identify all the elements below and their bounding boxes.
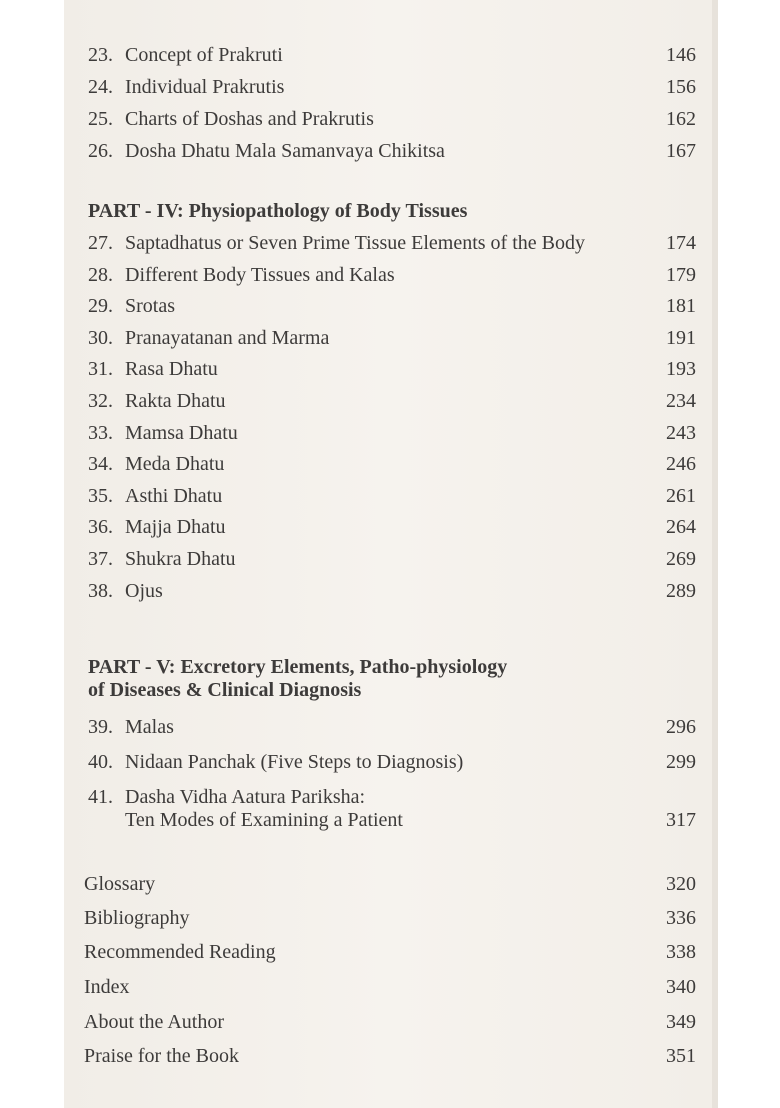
page-number: 193 bbox=[666, 358, 696, 381]
chapter-title: Praise for the Book bbox=[84, 1045, 239, 1067]
chapter-title: Saptadhatus or Seven Prime Tissue Elements of the Body bbox=[125, 232, 585, 254]
page-number: 338 bbox=[666, 941, 696, 963]
page-number: 317 bbox=[666, 809, 696, 831]
toc-entry[interactable] bbox=[88, 105, 696, 133]
chapter-title: Recommended Reading bbox=[84, 941, 276, 963]
toc-entry[interactable] bbox=[84, 904, 696, 932]
chapter-title: About the Author bbox=[84, 1011, 224, 1033]
chapter-title: Dasha Vidha Aatura Pariksha: bbox=[125, 786, 366, 808]
chapter-number: 32. bbox=[88, 390, 113, 412]
toc-entry[interactable] bbox=[84, 938, 696, 966]
part-heading-continued: of Diseases & Clinical Diagnosis bbox=[88, 679, 362, 701]
chapter-number: 38. bbox=[88, 579, 113, 602]
chapter-number: 41. bbox=[88, 786, 113, 808]
chapter-title: Rasa Dhatu bbox=[125, 358, 218, 381]
toc-entry[interactable] bbox=[84, 870, 696, 898]
toc-entry[interactable] bbox=[88, 73, 696, 101]
chapter-number: 37. bbox=[88, 548, 113, 570]
page-number: 146 bbox=[666, 44, 696, 66]
page-number: 351 bbox=[666, 1045, 696, 1067]
chapter-number: 26. bbox=[88, 140, 113, 162]
chapter-number: 36. bbox=[88, 516, 113, 539]
toc-entry[interactable] bbox=[88, 137, 696, 165]
chapter-title: Charts of Doshas and Prakrutis bbox=[125, 108, 374, 130]
toc-entry[interactable] bbox=[88, 450, 696, 478]
chapter-number: 34. bbox=[88, 453, 113, 476]
chapter-number: 35. bbox=[88, 484, 113, 507]
chapter-number: 25. bbox=[88, 108, 113, 130]
chapter-title: Majja Dhatu bbox=[125, 516, 226, 539]
chapter-title: Individual Prakrutis bbox=[125, 76, 285, 98]
chapter-number: 24. bbox=[88, 76, 113, 98]
toc-entry[interactable] bbox=[84, 1042, 696, 1070]
chapter-title: Concept of Prakruti bbox=[125, 44, 283, 66]
chapter-title: Ojus bbox=[125, 579, 163, 602]
page-edge bbox=[712, 0, 718, 1108]
chapter-number: 33. bbox=[88, 421, 113, 444]
page-number: 191 bbox=[666, 326, 696, 349]
chapter-number: 31. bbox=[88, 358, 113, 381]
page-number: 179 bbox=[666, 263, 696, 286]
chapter-title: Nidaan Panchak (Five Steps to Diagnosis) bbox=[125, 751, 464, 773]
page-number: 349 bbox=[666, 1011, 696, 1033]
toc-entry[interactable] bbox=[88, 545, 696, 573]
chapter-title: Mamsa Dhatu bbox=[125, 421, 238, 444]
page-number: 289 bbox=[666, 579, 696, 602]
page-number: 162 bbox=[666, 108, 696, 130]
toc-entry[interactable] bbox=[88, 419, 696, 447]
chapter-number: 29. bbox=[88, 295, 113, 318]
toc-entry[interactable] bbox=[88, 355, 696, 383]
page-number: 320 bbox=[666, 873, 696, 895]
page-number: 269 bbox=[666, 548, 696, 570]
page-number: 156 bbox=[666, 76, 696, 98]
toc-entry[interactable] bbox=[84, 973, 696, 1001]
chapter-title: Dosha Dhatu Mala Samanvaya Chikitsa bbox=[125, 140, 445, 162]
toc-entry[interactable] bbox=[88, 41, 696, 69]
chapter-number: 23. bbox=[88, 44, 113, 66]
chapter-title: Glossary bbox=[84, 873, 156, 895]
page-number: 299 bbox=[666, 751, 696, 773]
toc-entry[interactable] bbox=[88, 261, 696, 289]
toc-entry[interactable] bbox=[88, 229, 696, 257]
chapter-title: Index bbox=[84, 976, 130, 998]
chapter-title: Shukra Dhatu bbox=[125, 548, 236, 570]
chapter-number: 30. bbox=[88, 326, 113, 349]
page-number: 296 bbox=[666, 716, 696, 738]
toc-entry[interactable] bbox=[88, 513, 696, 541]
page-number: 174 bbox=[666, 232, 696, 254]
toc-entry[interactable] bbox=[88, 292, 696, 320]
toc-entry[interactable] bbox=[88, 324, 696, 352]
chapter-title: Pranayatanan and Marma bbox=[125, 326, 330, 349]
toc-entry[interactable] bbox=[88, 482, 696, 510]
chapter-number: 39. bbox=[88, 716, 113, 738]
page-number: 181 bbox=[666, 295, 696, 318]
chapter-title-continued: Ten Modes of Examining a Patient bbox=[125, 809, 403, 831]
chapter-number: 27. bbox=[88, 232, 113, 254]
toc-entry[interactable] bbox=[88, 713, 696, 741]
chapter-title: Meda Dhatu bbox=[125, 453, 225, 476]
toc-entry[interactable] bbox=[88, 783, 696, 835]
chapter-title: Srotas bbox=[125, 295, 175, 318]
page-number: 234 bbox=[666, 390, 696, 412]
part-heading: PART - V: Excretory Elements, Patho-physiology bbox=[88, 656, 508, 678]
chapter-title: Bibliography bbox=[84, 907, 190, 929]
chapter-number: 28. bbox=[88, 263, 113, 286]
chapter-title: Different Body Tissues and Kalas bbox=[125, 263, 395, 286]
chapter-title: Rakta Dhatu bbox=[125, 390, 226, 412]
page-number: 243 bbox=[666, 421, 696, 444]
chapter-number: 40. bbox=[88, 751, 113, 773]
part-heading: PART - IV: Physiopathology of Body Tissues bbox=[88, 200, 468, 222]
toc-entry[interactable] bbox=[84, 1008, 696, 1036]
toc-entry[interactable] bbox=[88, 577, 696, 605]
page-number: 336 bbox=[666, 907, 696, 929]
page-number: 261 bbox=[666, 484, 696, 507]
page-number: 246 bbox=[666, 453, 696, 476]
chapter-title: Asthi Dhatu bbox=[125, 484, 223, 507]
toc-entry[interactable] bbox=[88, 387, 696, 415]
chapter-title: Malas bbox=[125, 716, 174, 738]
page-number: 167 bbox=[666, 140, 696, 162]
page-number: 264 bbox=[666, 516, 696, 539]
page-number: 340 bbox=[666, 976, 696, 998]
toc-entry[interactable] bbox=[88, 748, 696, 776]
